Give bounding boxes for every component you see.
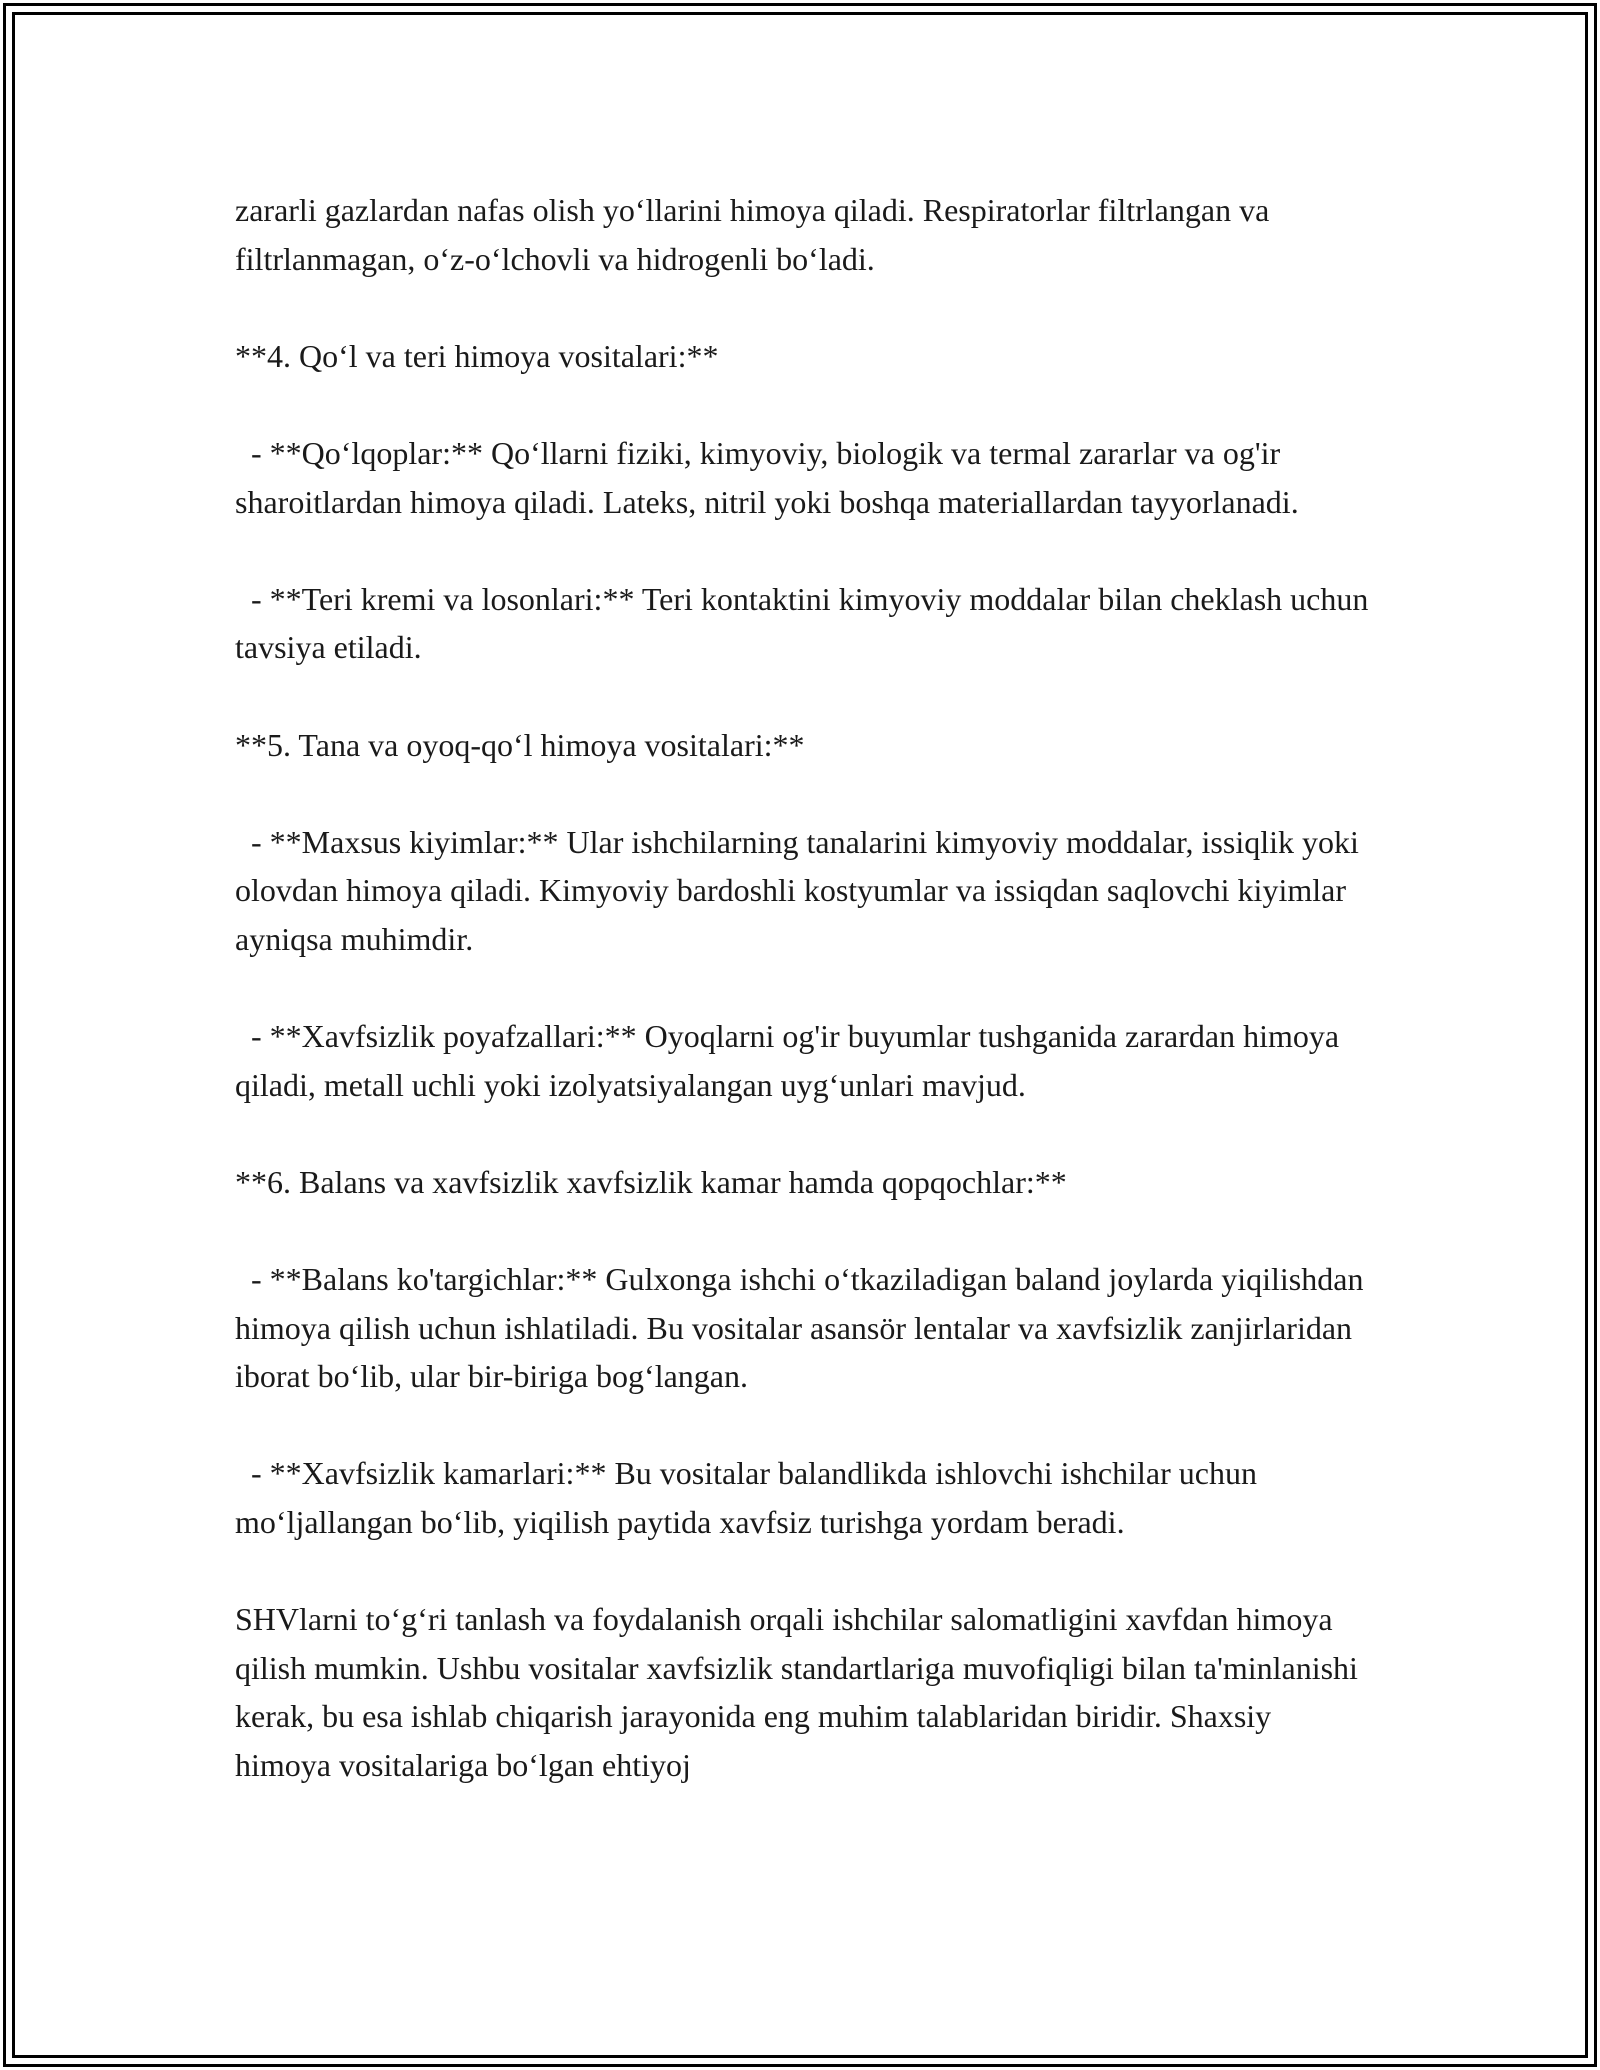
document-body [235,186,1375,1790]
list-item-special-clothing: - **Maxsus kiyimlar:** Ular ishchilarning tanalarini kimyoviy moddalar, issiqlik yoki olovdan himoya qiladi. Kimyoviy bardoshli kostyumlar va issiqdan saqlovchi kiyimlar ayniqsa muhimdir. [235,823,1367,957]
list-item-safety-shoes: - **Xavfsizlik poyafzallari:** Oyoqlarni og'ir buyumlar tushganida zarardan himoya qiladi, metall uchli yoki izolyatsiyalangan uyg‘unlari mavjud. [235,1018,1348,1103]
list-item-safety-belts: - **Xavfsizlik kamarlari:** Bu vositalar balandlikda ishlovchi ishchilar uchun mo‘ljallangan bo‘lib, yiqilish paytida xavfsiz turishga yordam beradi. [235,1455,1265,1541]
list-item-skin-cream: - **Teri kremi va losonlari:** Teri kontaktini kimyoviy moddalar bilan cheklash uchun tavsiya etiladi. [235,580,1377,666]
paragraph-conclusion: SHVlarni to‘g‘ri tanlash va foydalanish orqali ishchilar salomatligini xavfdan himoya qilish mumkin. Ushbu vositalar xavfsizlik standartlariga muvofiqligi bilan ta'minlanishi kerak, bu esa ishlab chiqarish jarayonida eng muhim talablaridan biridir. Shaxsiy himoya vositalariga bo‘lgan ehtiyoj [235,1601,1366,1783]
section-heading-hand-skin: **4. Qo‘l va teri himoya vositalari:** [235,337,719,374]
section-heading-balance-safety: **6. Balans va xavfsizlik xavfsizlik kamar hamda qopqochlar:** [235,1163,1067,1200]
list-item-balance-lifts: - **Balans ko'targichlar:** Gulxonga ishchi o‘tkaziladigan baland joylarda yiqilishdan himoya qilish uchun ishlatiladi. Bu vositalar asansör lentalar va xavfsizlik zanjirlaridan iborat bo‘lib, ular bir-biriga bog‘langan. [235,1261,1372,1395]
section-heading-body-limbs: **5. Tana va oyoq-qo‘l himoya vositalari:** [235,726,805,763]
list-item-gloves: - **Qo‘lqoplar:** Qo‘llarni fiziki, kimyoviy, biologik va termal zararlar va og'ir sharoitlardan himoya qiladi. Lateks, nitril yoki boshqa materiallardan tayyorlanadi. [235,434,1299,520]
paragraph-respirators-continued: zararli gazlardan nafas olish yo‘llarini himoya qiladi. Respiratorlar filtrlangan va filtrlanmagan, o‘z-o‘lchovli va hidrogenli bo‘ladi. [235,192,1278,277]
